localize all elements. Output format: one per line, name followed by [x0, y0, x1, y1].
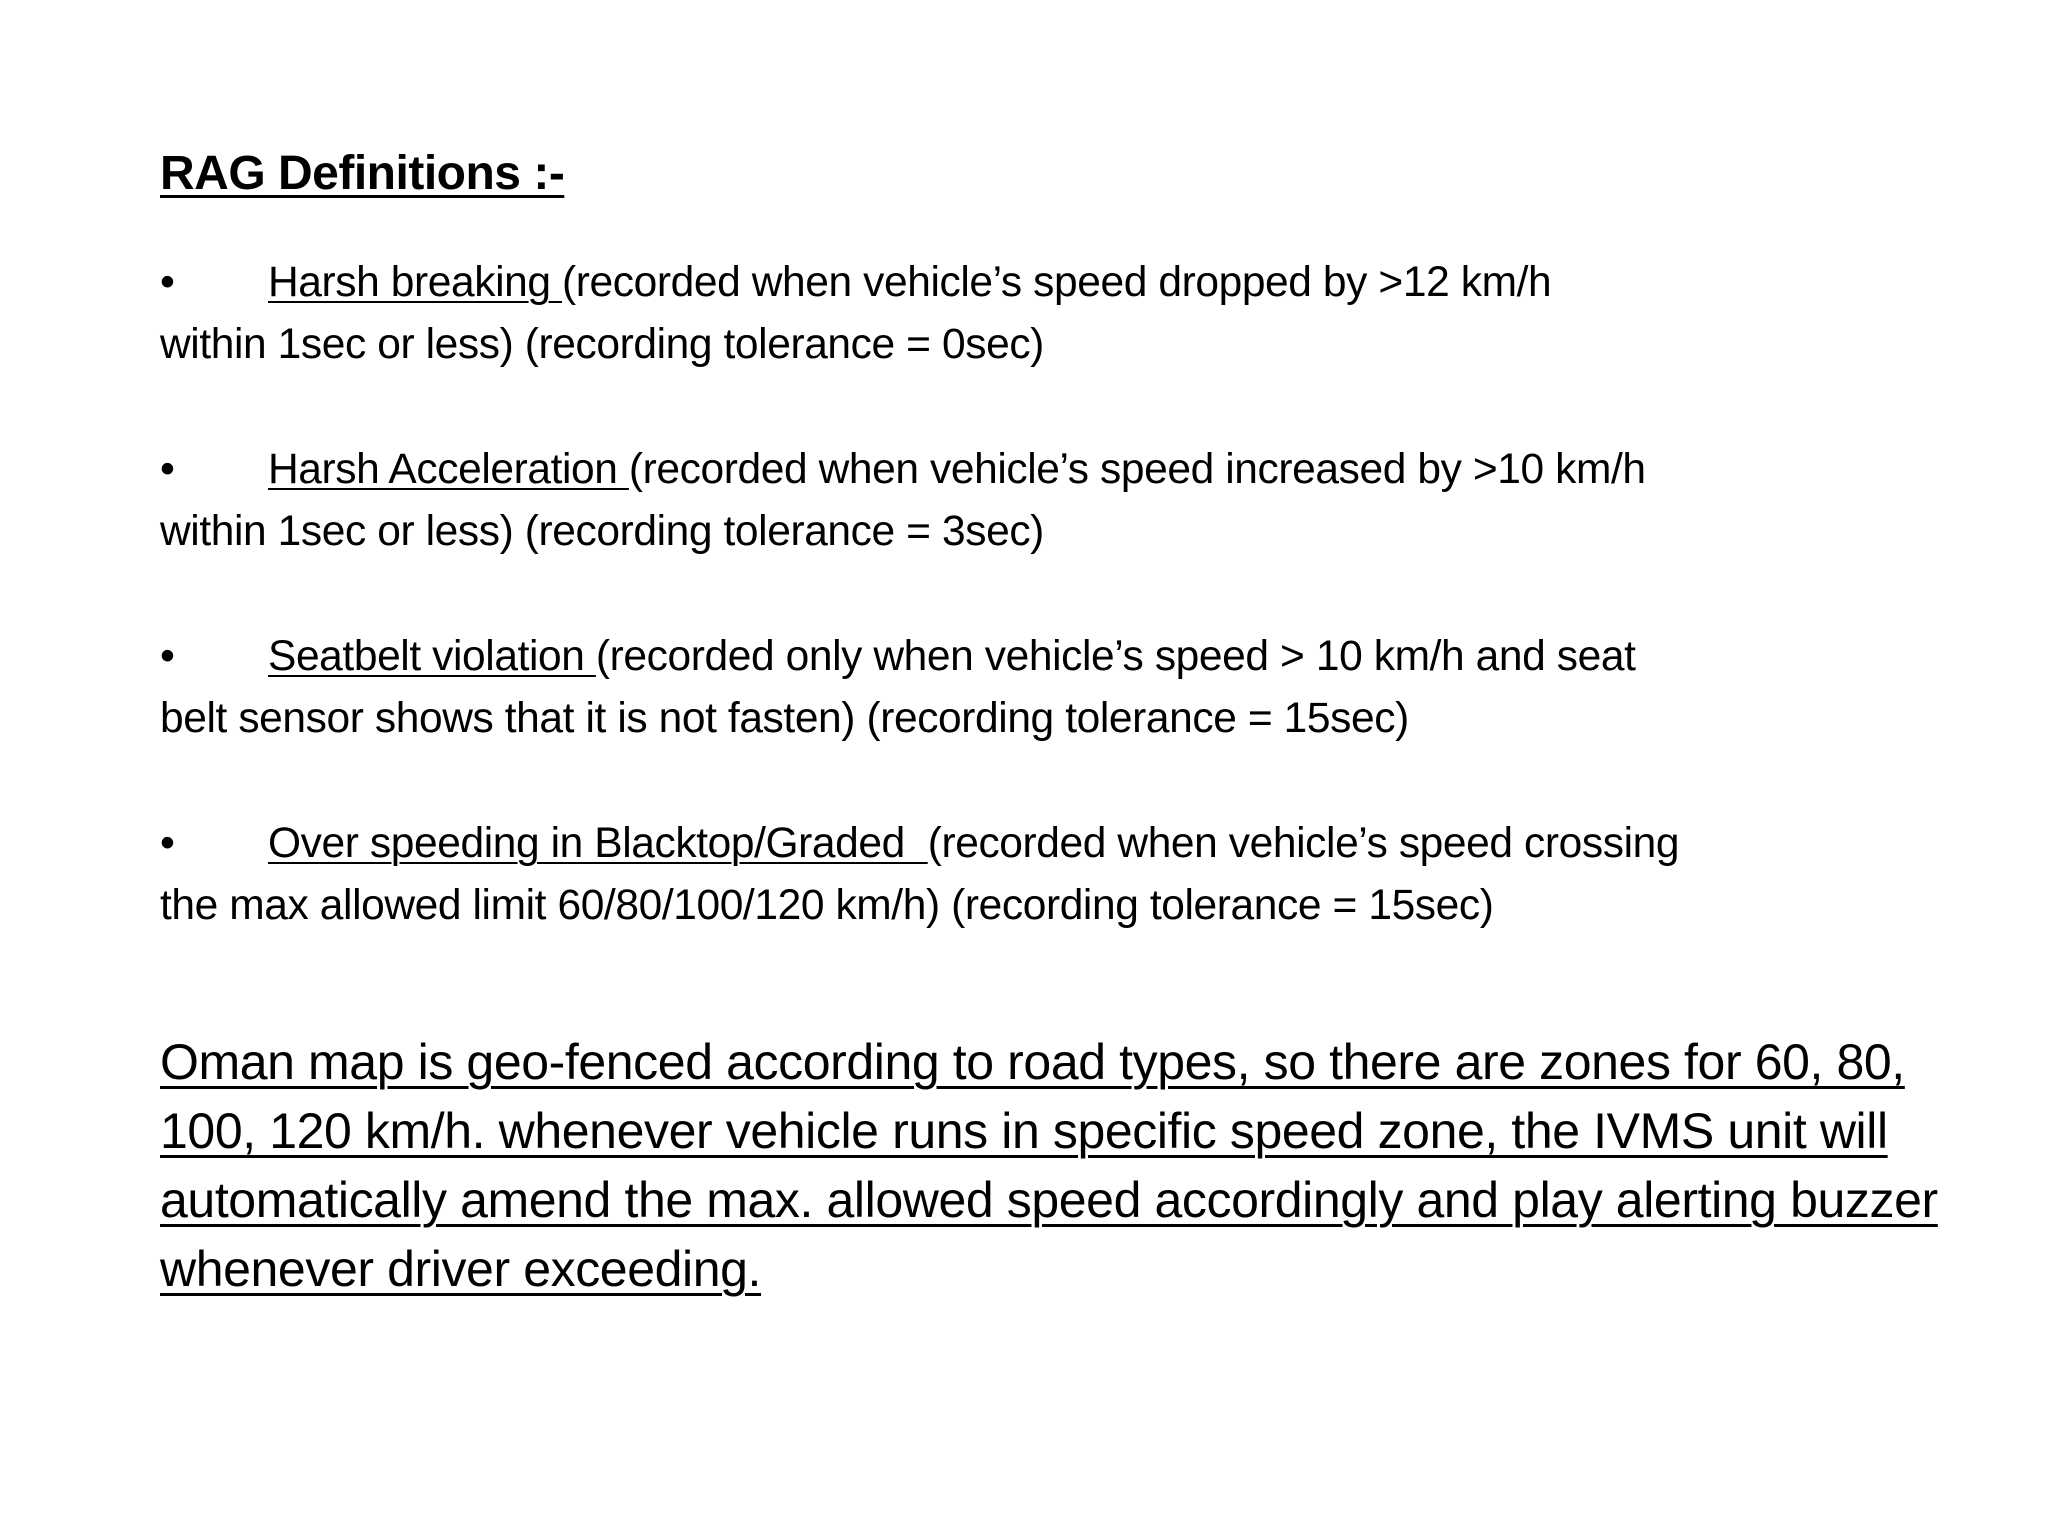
definition-term: Harsh Acceleration [268, 446, 629, 493]
definition-text-line1: (recorded when vehicle’s speed increased by >10 km/h [628, 446, 1646, 493]
definition-text-line1: (recorded when vehicle’s speed crossing [927, 820, 1680, 867]
definition-over-speeding [160, 813, 1920, 937]
bullet-icon: • [160, 820, 175, 867]
definition-harsh-acceleration [160, 439, 1920, 563]
geo-fence-note: Oman map is geo-fenced according to road types, so there are zones for 60, 80, 100, 120 km/h. whenever vehicle runs in specific speed zone, the IVMS unit will automatically amend the max. allowed speed accordingly and play alerting buzzer whenever driver exceeding. [160, 1034, 1938, 1297]
definition-text-line2: the max allowed limit 60/80/100/120 km/h) (recording tolerance = 15sec) [160, 882, 1494, 929]
definition-term: Over speeding in Blacktop/Graded [268, 820, 928, 867]
definition-term: Seatbelt violation [268, 633, 596, 680]
definition-text-line1: (recorded only when vehicle’s speed > 10 km/h and seat [595, 633, 1636, 680]
definition-text-line2: within 1sec or less) (recording tolerance = 0sec) [160, 321, 1044, 368]
bullet-icon: • [160, 633, 175, 680]
definition-seatbelt-violation [160, 626, 1920, 750]
definition-text-line2: belt sensor shows that it is not fasten) (recording tolerance = 15sec) [160, 695, 1409, 742]
definition-term: Harsh breaking [268, 259, 563, 306]
page-title: RAG Definitions :- [160, 147, 565, 200]
definition-harsh-breaking [160, 252, 1920, 376]
definition-text-line2: within 1sec or less) (recording tolerance = 3sec) [160, 508, 1044, 555]
bullet-icon: • [160, 259, 175, 306]
bullet-icon: • [160, 446, 175, 493]
definition-text-line1: (recorded when vehicle’s speed dropped by >12 km/h [562, 259, 1552, 306]
